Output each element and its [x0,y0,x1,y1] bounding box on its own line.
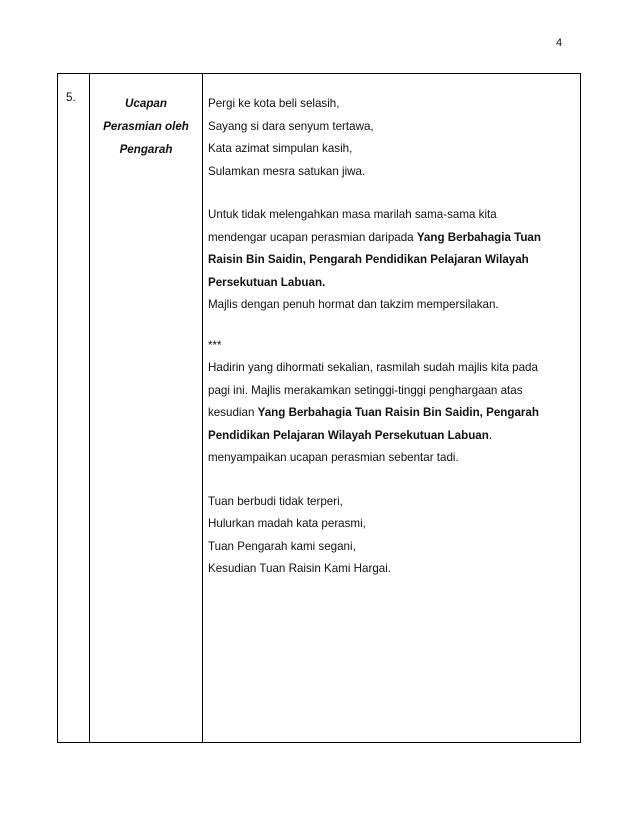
item-detail [203,74,580,581]
pantun-line: Tuan Pengarah kami segani, [208,539,356,553]
pantun-line: Sayang si dara senyum tertawa, [208,119,374,133]
item-title-cell [90,74,203,743]
opening-pantun [208,93,580,183]
honoree-name: Raisin Bin Saidin, Pengarah Pendidikan Pelajaran Wilayah [208,253,529,266]
pantun-line: Kata azimat simpulan kasih, [208,142,353,155]
paragraph-text: kesudian [208,406,258,419]
paragraph-text: . [488,428,493,442]
paragraph-text: mendengar ucapan perasmian daripada [208,230,417,244]
program-table [57,73,581,743]
paragraph-line: menyampaikan ucapan perasmian sebentar tadi. [208,451,459,464]
paragraph-line: Untuk tidak melengahkan masa marilah sama-sama kita [208,208,497,221]
closing-pantun [208,491,580,581]
item-title-line: Pengarah [119,143,173,156]
pantun-line: Sulamkan mesra satukan jiwa. [208,164,366,178]
closing-paragraph [208,357,580,470]
paragraph-line [208,227,580,250]
spacer [208,470,580,491]
table-row [58,74,581,743]
paragraph-line: Hadirin yang dihormati sekalian, rasmilah sudah majlis kita pada [208,361,538,374]
pantun-line: Tuan berbudi tidak terperi, [208,494,343,508]
paragraph-line [208,402,580,425]
paragraph-line: pagi ini. Majlis merakamkan setinggi-tinggi penghargaan atas [208,383,523,397]
pantun-line: Pergi ke kota beli selasih, [208,97,340,110]
paragraph-line [208,249,580,272]
paragraph-line: Majlis dengan penuh hormat dan takzim mempersilakan. [208,298,499,311]
item-title-line: Ucapan [125,97,167,110]
pantun-line: Kesudian Tuan Raisin Kami Hargai. [208,562,392,575]
item-title-line: Perasmian oleh [103,120,189,133]
spacer [208,317,580,335]
pantun-line: Hulurkan madah kata perasmi, [208,517,366,530]
paragraph-line [208,425,580,448]
honoree-name: Yang Berbahagia Tuan [416,230,541,244]
invitation-paragraph [208,204,580,317]
separator-text: *** [208,338,222,352]
paragraph-line [208,272,580,295]
item-detail-cell [203,74,581,743]
item-number: 5. [66,91,76,104]
honoree-title: Pendidikan Pelajaran Wilayah Persekutuan Labuan [208,428,489,442]
item-number-cell [58,74,90,743]
page-number: 4 [556,37,563,49]
honoree-title: Persekutuan Labuan. [208,275,326,289]
item-title [90,74,202,161]
spacer [208,183,580,204]
honoree-name: Yang Berbahagia Tuan Raisin Bin Saidin, Pengarah [257,406,539,419]
